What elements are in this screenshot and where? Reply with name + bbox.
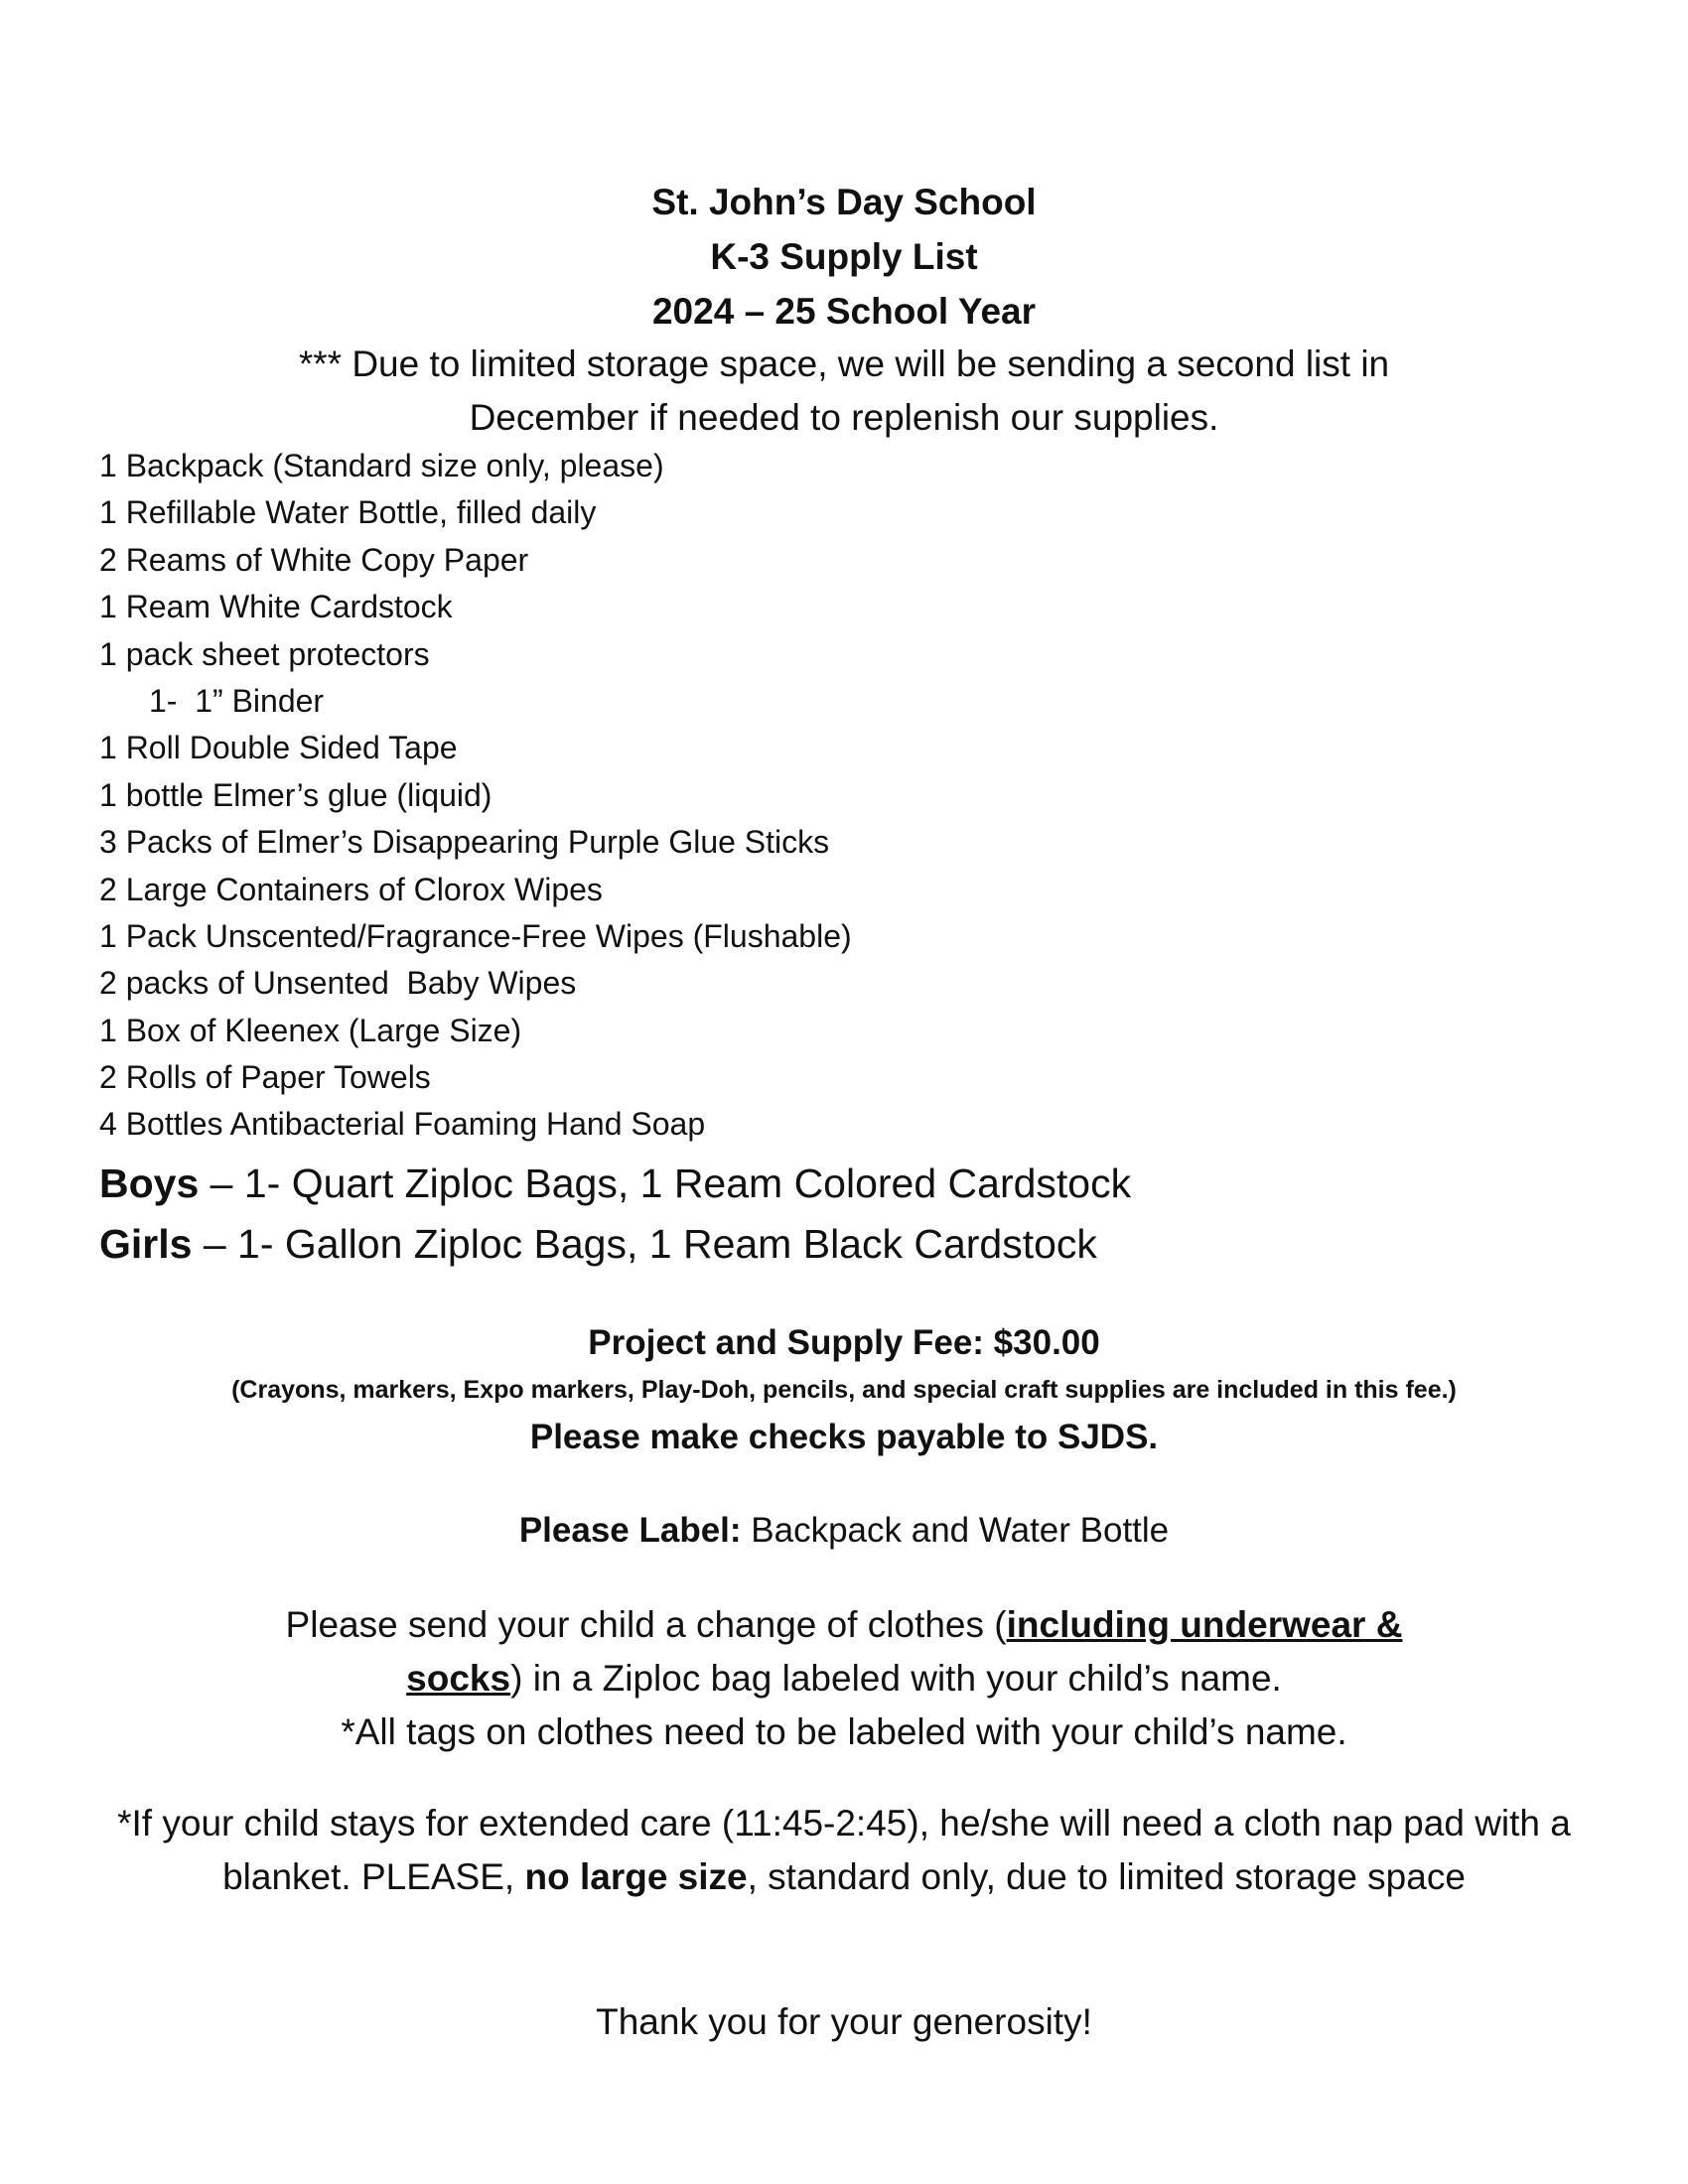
girls-items: – 1- Gallon Ziploc Bags, 1 Ream Black Cardstock xyxy=(192,1221,1097,1267)
list-item: 1 bottle Elmer’s glue (liquid) xyxy=(99,776,492,813)
closing-thanks: Thank you for your generosity! xyxy=(596,2001,1092,2042)
extended-care-notice xyxy=(109,1797,1579,1904)
label-instructions xyxy=(0,1505,1688,1557)
list-item: 1 Roll Double Sided Tape xyxy=(99,730,458,766)
storage-notice-line-2: December if needed to replenish our supplies. xyxy=(469,397,1219,438)
clothes-text: Please send your child a change of clothes ( xyxy=(285,1604,1007,1645)
clothes-text: ) in a Ziploc bag labeled with your child’s name. xyxy=(510,1658,1282,1699)
change-of-clothes-notice xyxy=(199,1598,1489,1759)
supply-fee-note: (Crayons, markers, Expo markers, Play-Doh, pencils, and special craft supplies are included in this fee.) xyxy=(231,1376,1457,1404)
list-item: 1 Ream White Cardstock xyxy=(99,589,453,625)
supply-list xyxy=(99,443,1390,1149)
list-item: 1 Box of Kleenex (Large Size) xyxy=(99,1012,522,1048)
girls-label: Girls xyxy=(99,1221,193,1267)
checks-payable-notice: Please make checks payable to SJDS. xyxy=(529,1418,1159,1456)
list-item: 1 Refillable Water Bottle, filled daily xyxy=(99,494,597,531)
list-item: 2 Rolls of Paper Towels xyxy=(99,1059,431,1096)
list-item: 1 pack sheet protectors xyxy=(99,635,430,672)
gender-supply-list xyxy=(99,1154,1489,1275)
school-year: 2024 – 25 School Year xyxy=(651,291,1037,332)
storage-notice xyxy=(199,338,1489,445)
boys-item xyxy=(99,1154,1489,1214)
supply-fee-title: Project and Supply Fee: $30.00 xyxy=(588,1323,1100,1362)
extended-care-text: , standard only, due to limited storage space xyxy=(747,1856,1466,1897)
list-item: 2 Reams of White Copy Paper xyxy=(99,541,529,578)
label-instructions-heading: Please Label: xyxy=(518,1511,742,1550)
clothes-tags-notice: *All tags on clothes need to be labeled with your child’s name. xyxy=(341,1711,1347,1752)
list-item: 1 Backpack (Standard size only, please) xyxy=(99,448,664,483)
list-item: 1- 1” Binder xyxy=(149,682,325,719)
boys-items: – 1- Quart Ziploc Bags, 1 Ream Colored Cardstock xyxy=(199,1160,1132,1206)
list-item: 1 Pack Unscented/Fragrance-Free Wipes (Flushable) xyxy=(99,917,852,954)
document-header xyxy=(0,175,1688,339)
storage-notice-line-1: *** Due to limited storage space, we will be sending a second list in xyxy=(298,343,1390,384)
list-title: K-3 Supply List xyxy=(710,236,978,277)
list-item: 3 Packs of Elmer’s Disappearing Purple Glue Sticks xyxy=(99,824,830,861)
boys-label: Boys xyxy=(99,1160,200,1206)
clothes-emphasis-2: socks xyxy=(406,1658,511,1699)
school-name: St. John’s Day School xyxy=(651,182,1037,222)
girls-item xyxy=(99,1214,1489,1275)
list-item: 2 Large Containers of Clorox Wipes xyxy=(99,871,603,907)
list-item: 4 Bottles Antibacterial Foaming Hand Soap xyxy=(99,1106,706,1143)
extended-care-emphasis: no large size xyxy=(524,1856,748,1897)
list-item: 2 packs of Unsented Baby Wipes xyxy=(99,965,577,1002)
clothes-paragraph xyxy=(199,1598,1489,1706)
clothes-emphasis-1: including underwear & xyxy=(1006,1604,1403,1645)
extended-care-text: *If your child stays for extended care (11:45-2:45), he/she will need a cloth nap pad with a blanket. PLEASE, xyxy=(117,1803,1571,1897)
label-instructions-items: Backpack and Water Bottle xyxy=(741,1511,1170,1550)
